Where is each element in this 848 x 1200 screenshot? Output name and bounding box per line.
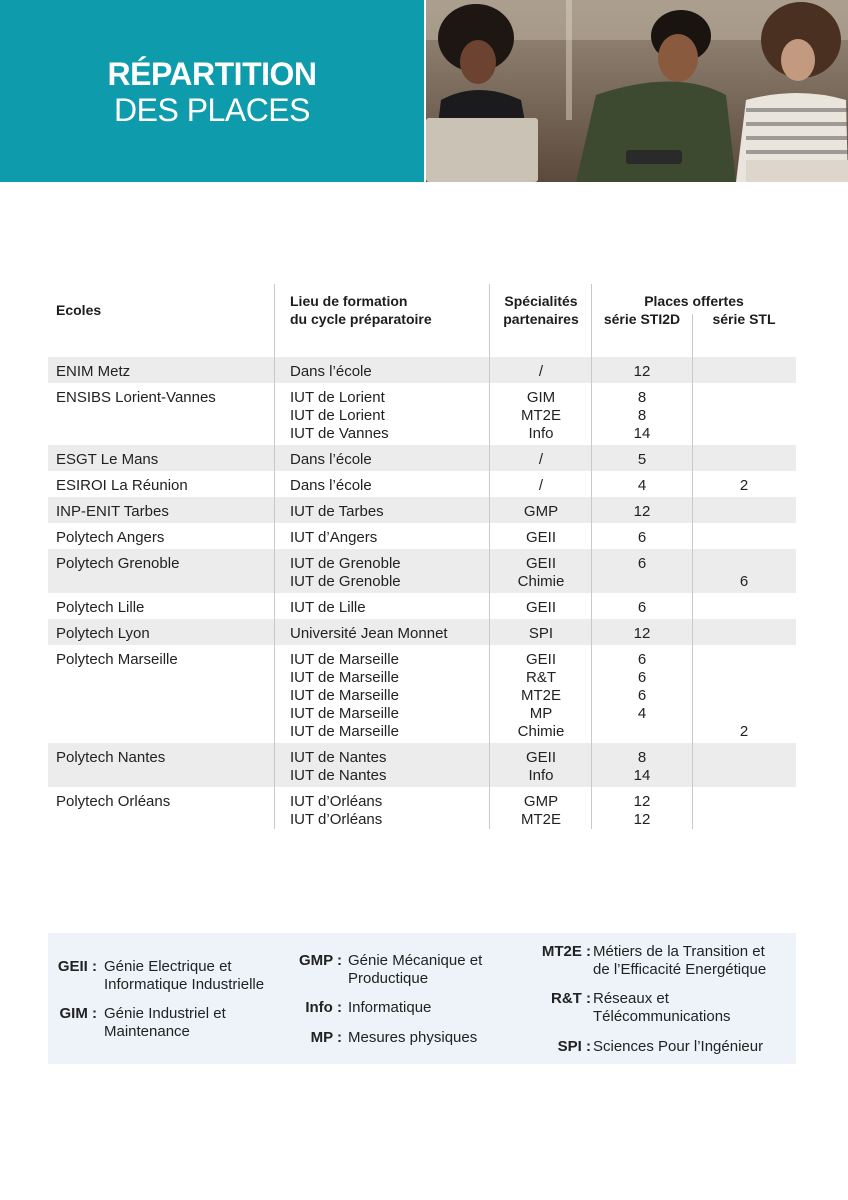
table-row — [48, 787, 796, 831]
training-location: IUT de Nantes IUT de Nantes — [290, 749, 387, 784]
header-ecoles: Ecoles — [56, 302, 102, 318]
school-name: Polytech Lyon — [56, 625, 150, 642]
table-row — [48, 645, 796, 743]
places-stl: 2 — [739, 723, 749, 740]
places-sti2d: 8 14 — [633, 749, 651, 784]
places-sti2d: 12 — [633, 363, 651, 380]
table-row — [48, 523, 796, 549]
training-location: IUT d’Angers — [290, 529, 378, 546]
students-photo — [426, 0, 848, 182]
training-location: IUT de Grenoble IUT de Grenoble — [290, 555, 401, 590]
places-stl — [692, 599, 796, 617]
school-name: ESGT Le Mans — [56, 451, 159, 468]
header-band — [0, 0, 424, 182]
places-stl — [692, 625, 796, 643]
training-location: Dans l’école — [290, 451, 372, 468]
partner-specialty: GEII Info — [525, 749, 556, 784]
table-row — [48, 471, 796, 497]
places-stl — [692, 529, 796, 547]
places-sti2d: 6 — [637, 529, 647, 546]
places-stl: 2 — [739, 477, 749, 494]
school-name: Polytech Angers — [56, 529, 165, 546]
header-stl: série STL — [712, 311, 776, 327]
school-name: ENIM Metz — [56, 363, 131, 380]
column-divider — [489, 284, 490, 829]
table-row — [48, 549, 796, 593]
column-divider — [274, 284, 275, 829]
places-sti2d: 8 8 14 — [633, 389, 651, 442]
column-divider — [591, 284, 592, 829]
partner-specialty: GEII R&T MT2E MP Chimie — [517, 651, 565, 740]
partner-specialty: SPI — [528, 625, 554, 642]
school-name: INP-ENIT Tarbes — [56, 503, 169, 520]
header-places: Places offertes — [644, 293, 744, 309]
places-stl — [692, 451, 796, 469]
table-row — [48, 497, 796, 523]
partner-specialty: / — [538, 477, 544, 494]
places-stl: 6 — [739, 573, 749, 590]
places-stl — [692, 749, 796, 785]
school-name: Polytech Orléans — [56, 793, 171, 810]
partner-specialty: / — [538, 363, 544, 380]
places-table — [48, 284, 796, 829]
places-sti2d: 12 — [633, 625, 651, 642]
training-location: IUT de Tarbes — [290, 503, 384, 520]
places-stl — [692, 793, 796, 829]
places-sti2d: 5 — [637, 451, 647, 468]
table-row — [48, 593, 796, 619]
partner-specialty: GEII — [525, 529, 556, 546]
training-location: IUT de Marseille IUT de Marseille IUT de Marseille IUT de Marseille IUT de Marseille — [290, 651, 399, 740]
header-sti2d: série STI2D — [603, 311, 681, 327]
header-lieu: Lieu de formation du cycle préparatoire — [290, 293, 432, 327]
partner-specialty: GMP MT2E — [520, 793, 561, 828]
table-row — [48, 357, 796, 383]
table-row — [48, 383, 796, 445]
school-name: ENSIBS Lorient-Vannes — [56, 389, 216, 406]
places-stl — [692, 503, 796, 521]
partner-specialty: / — [538, 451, 544, 468]
places-stl — [692, 363, 796, 381]
header-specialites: Spécialités partenaires — [503, 293, 579, 327]
school-name: Polytech Nantes — [56, 749, 166, 766]
page-title-line1: RÉPARTITION — [107, 56, 317, 92]
training-location: IUT d’Orléans IUT d’Orléans — [290, 793, 383, 828]
table-row — [48, 619, 796, 645]
places-sti2d: 6 — [637, 599, 647, 616]
column-divider — [692, 314, 693, 829]
places-sti2d: 4 — [637, 477, 647, 494]
training-location: Université Jean Monnet — [290, 625, 448, 642]
school-name: Polytech Marseille — [56, 651, 178, 668]
training-location: Dans l’école — [290, 477, 372, 494]
abbreviations-legend: GEII : Génie Electrique et Informatique Industrielle GIM : Génie Industriel et Maintenance GMP : Génie Mécanique et Productique Info : Informatique MP : Mesures physiques MT2E : Métiers de la Transition et de l’Efficacité Energétique R&T : Réseaux et Télécommunications SPI : Sciences Pour l’Ingénieur — [48, 933, 796, 1064]
page-title-line2: DES PLACES — [114, 92, 310, 128]
places-sti2d: 12 12 — [633, 793, 651, 828]
partner-specialty: GIM MT2E Info — [520, 389, 561, 442]
training-location: IUT de Lorient IUT de Lorient IUT de Vannes — [290, 389, 389, 442]
school-name: Polytech Lille — [56, 599, 145, 616]
school-name: Polytech Grenoble — [56, 555, 180, 572]
places-sti2d: 6 — [637, 555, 647, 572]
places-sti2d: 6 6 6 4 — [637, 651, 647, 722]
school-name: ESIROI La Réunion — [56, 477, 188, 494]
partner-specialty: GEII Chimie — [517, 555, 565, 590]
places-sti2d: 12 — [633, 503, 651, 520]
places-stl — [692, 389, 796, 443]
training-location: Dans l’école — [290, 363, 372, 380]
partner-specialty: GEII — [525, 599, 556, 616]
table-row — [48, 743, 796, 787]
partner-specialty: GMP — [523, 503, 559, 520]
training-location: IUT de Lille — [290, 599, 366, 616]
table-row — [48, 445, 796, 471]
